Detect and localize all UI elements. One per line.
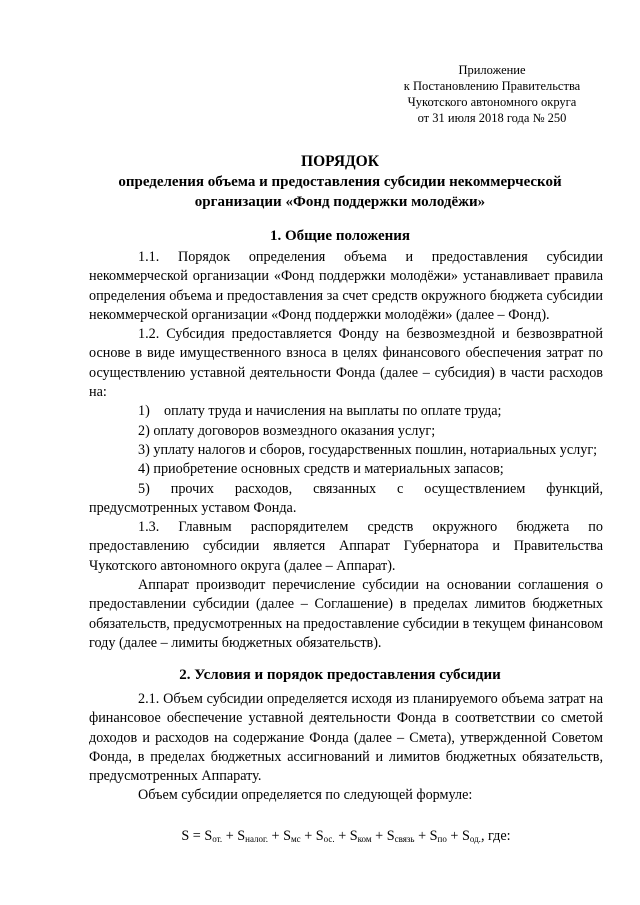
- formula-term: $S_{ос.}$: [315, 828, 335, 844]
- formula-term: $S_{от.}$: [204, 828, 223, 844]
- formula-term: $S_{ком}$: [349, 828, 372, 844]
- document-title: [60, 152, 620, 212]
- title-main: ПОРЯДОК: [301, 153, 379, 170]
- annex-line-3: Чукотского автономного округа: [407, 95, 577, 109]
- annex-line-1: Приложение: [458, 63, 526, 77]
- paragraph-1-1: 1.1. Порядок определения объема и предоставления субсидии некоммерческой организации «Фонд поддержки молодёжи» устанавливает правила определения объема и предоставления за счет средств окружного бюджета субсидии некоммерческой организации «Фонд поддержки молодёжи» (далее – Фонд).: [89, 249, 603, 323]
- paragraph-1-3: 1.3. Главным распорядителем средств окружного бюджета по предоставлению субсидии является Аппарат Губернатора и Правительства Чукотского автономного округа (далее – Аппарат).: [89, 519, 603, 574]
- formula-term: $S_{мс}$: [283, 828, 301, 844]
- annex-line-4: от 31 июля 2018 года № 250: [417, 111, 567, 125]
- section-1-body: [89, 248, 603, 653]
- list-item: 5) прочих расходов, связанных с осуществлением функций, предусмотренных уставом Фонда.: [89, 480, 603, 516]
- section-1-heading: 1. Общие положения: [269, 228, 411, 244]
- section-2-heading: 2. Условия и порядок предоставления субсидии: [179, 667, 501, 683]
- annex-block: [392, 62, 592, 126]
- title-subline-2: организации «Фонд поддержки молодёжи»: [194, 194, 486, 210]
- formula-term: $S_{по}$: [429, 828, 447, 844]
- annex-line-2: к Постановлению Правительства: [403, 79, 581, 93]
- list-item: 2) оплату договоров возмездного оказания услуг;: [138, 422, 436, 439]
- list-item: 1) оплату труда и начисления на выплаты по оплате труда;: [138, 403, 502, 420]
- formula-term: $S_{од.}$: [461, 828, 481, 844]
- paragraph-1-3b: Аппарат производит перечисление субсидии на основании соглашения о предоставлении субсидии (далее – Соглашение) в пределах лимитов бюджетных обязательств, предусмотренных на предоставление субсидии в текущем финансовом году (далее – лимиты бюджетных обязательств).: [89, 577, 603, 651]
- title-subline-1: определения объема и предоставления субсидии некоммерческой: [118, 174, 562, 190]
- paragraph-2-1: 2.1. Объем субсидии определяется исходя из планируемого объема затрат на финансовое обеспечение уставной деятельности Фонда в соответствии со сметой доходов и расходов на содержание Фонда (далее – Смета), утвержденной Советом Фонда, в пределах бюджетных ассигнований и лимитов бюджетных обязательств, предусмотренных Аппарату.: [89, 691, 603, 785]
- paragraph-1-2: 1.2. Субсидия предоставляется Фонду на безвозмездной и безвозвратной основе в виде имущественного взноса в целях финансового обеспечения затрат по осуществлению уставной деятельности Фонда (далее – субсидия) в части расходов на:: [89, 326, 603, 401]
- formula-term: $S_{связь}$: [386, 828, 415, 844]
- formula-term: $S_{налог.}$: [237, 828, 268, 844]
- paragraph-2-1b: Объем субсидии определяется по следующей формуле:: [138, 787, 473, 804]
- section-2-body: [89, 690, 603, 806]
- list-item: 3) уплату налогов и сборов, государственных пошлин, нотариальных услуг;: [138, 441, 598, 458]
- subsidy-formula: $S = S_{от.} + S_{налог.} + S_{мс} + S_{ос.} + S_{ком} + S_{связь} + S_{по} + S_{од.}$, где:: [181, 828, 511, 844]
- list-item: 4) приобретение основных средств и материальных запасов;: [138, 461, 504, 478]
